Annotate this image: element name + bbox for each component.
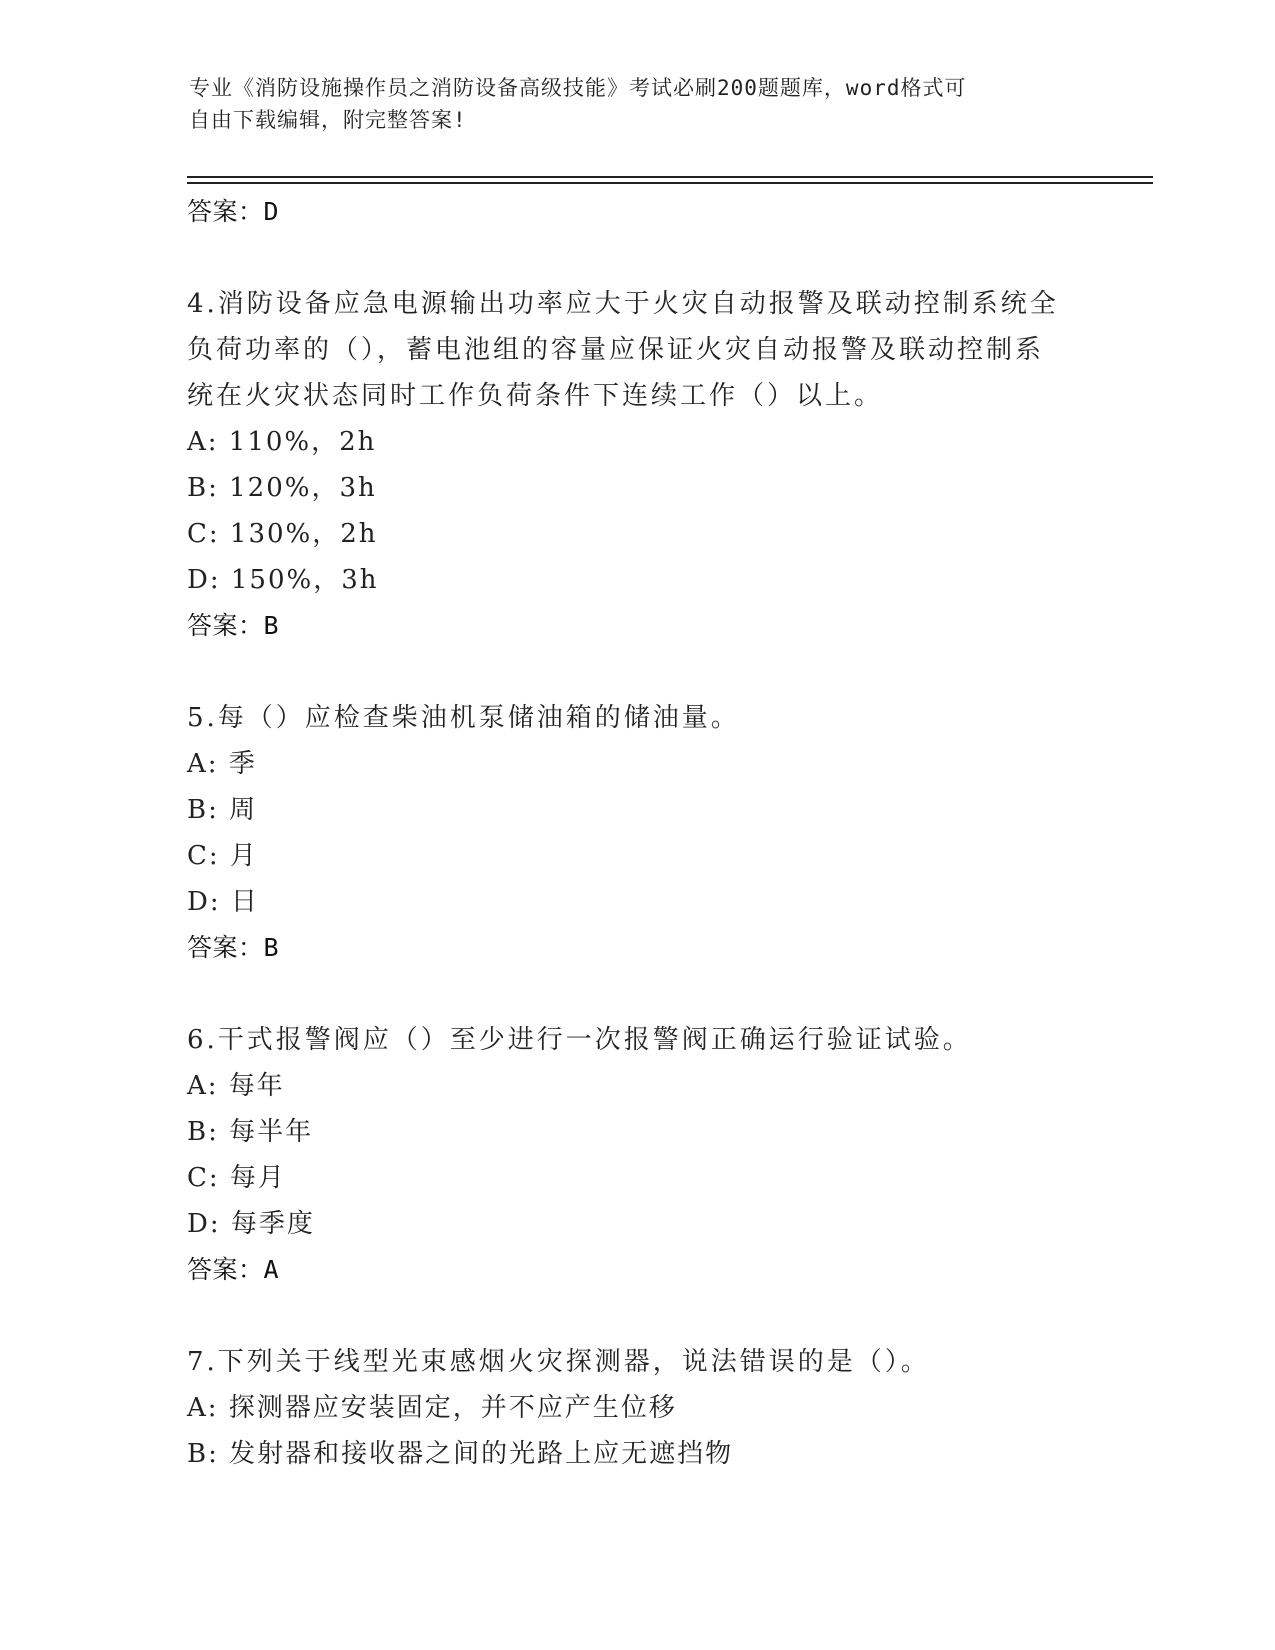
- option-d: D: 日: [187, 887, 259, 917]
- question-block: [187, 1339, 1107, 1477]
- option-c: C: 130%，2h: [187, 519, 378, 549]
- question-text: [187, 1339, 1067, 1385]
- question-text-line: 4.消防设备应急电源输出功率应大于火灾自动报警及联动控制系统全: [187, 289, 1059, 319]
- option-c: C: 月: [187, 841, 258, 871]
- header-line-1: 专业《消防设施操作员之消防设备高级技能》考试必刷200题题库，word格式可: [189, 76, 967, 100]
- question-list: [187, 189, 1107, 1477]
- option-b: B: 120%，3h: [187, 473, 377, 503]
- option-a: A: 季: [187, 749, 257, 779]
- option-d: D: 150%，3h: [187, 565, 379, 595]
- question-text: [187, 1017, 1067, 1063]
- question-text-line: 5.每（）应检查柴油机泵储油箱的储油量。: [187, 703, 740, 733]
- answer-line: 答案：B: [187, 611, 280, 640]
- question-block: [187, 1017, 1107, 1293]
- question-text-line: 负荷功率的（），蓄电池组的容量应保证火灾自动报警及联动控制系: [187, 335, 1045, 365]
- question-text: [187, 695, 1067, 741]
- question-text: [187, 281, 1067, 419]
- option-a: A: 110%，2h: [187, 427, 377, 457]
- option-c: C: 每月: [187, 1163, 286, 1193]
- option-d: D: 每季度: [187, 1209, 315, 1239]
- question-text-line: 6.干式报警阀应（）至少进行一次报警阀正确运行验证试验。: [187, 1025, 972, 1055]
- option-a: A: 每年: [187, 1071, 285, 1101]
- answer-line: 答案：A: [187, 1255, 280, 1284]
- question-block: [187, 695, 1107, 971]
- header-divider-top: [187, 176, 1153, 178]
- header-line-2: 自由下载编辑，附完整答案!: [189, 108, 467, 132]
- option-b: B: 发射器和接收器之间的光路上应无遮挡物: [187, 1439, 734, 1469]
- option-b: B: 每半年: [187, 1117, 314, 1147]
- option-a: A: 探测器应安装固定，并不应产生位移: [187, 1393, 677, 1423]
- question-text-line: 7.下列关于线型光束感烟火灾探测器，说法错误的是（）。: [187, 1347, 930, 1377]
- question-text-line: 统在火灾状态同时工作负荷条件下连续工作（）以上。: [187, 381, 884, 411]
- answer-line: 答案：B: [187, 933, 280, 962]
- question-block: [187, 281, 1107, 649]
- answer-line: 答案：D: [187, 197, 280, 226]
- option-b: B: 周: [187, 795, 258, 825]
- document-header: [189, 72, 1089, 136]
- header-divider-bottom: [187, 182, 1153, 184]
